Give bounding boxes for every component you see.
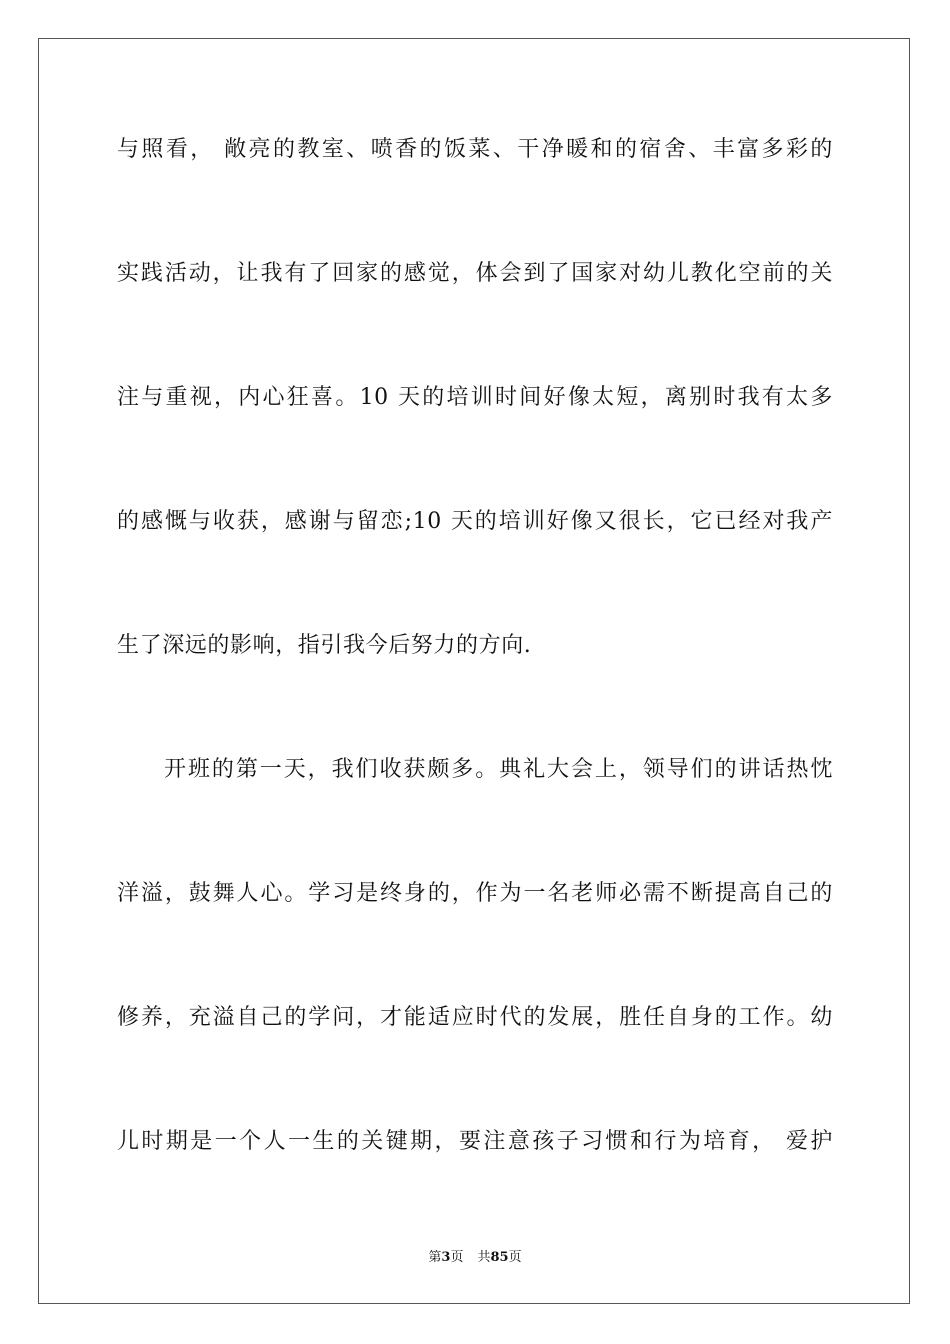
footer-page-number: 3: [441, 1250, 451, 1265]
body-line-2: 实践活动，让我有了回家的感觉，体会到了国家对幼儿教化空前的关: [117, 261, 833, 286]
page-frame: [38, 38, 910, 1304]
body-line-1: 与照看， 敞亮的教室、喷香的饭菜、干净暖和的宿舍、丰富多彩的: [117, 137, 833, 162]
footer-total-prefix: 共: [477, 1250, 491, 1265]
footer-page-suffix: 页: [450, 1250, 464, 1265]
body-line-4: 的感慨与收获，感谢与留恋;10 天的培训好像又很长，它已经对我产: [117, 509, 833, 534]
body-line-8: 修养，充溢自己的学问，才能适应时代的发展，胜任自身的工作。幼: [117, 1005, 833, 1030]
body-line-3: 注与重视，内心狂喜。10 天的培训时间好像太短，离别时我有太多: [117, 385, 833, 410]
body-line-6: 开班的第一天，我们收获颇多。典礼大会上，领导们的讲话热忱: [164, 757, 833, 782]
page-footer: [0, 1246, 950, 1265]
footer-total-suffix: 页: [508, 1250, 522, 1265]
body-line-9: 儿时期是一个人一生的关键期，要注意孩子习惯和行为培育， 爱护: [117, 1129, 833, 1154]
footer-total-pages: 85: [490, 1250, 509, 1265]
body-line-5: 生了深远的影响，指引我今后努力的方向.: [117, 633, 532, 658]
footer-page-prefix: 第: [428, 1250, 442, 1265]
body-line-7: 洋溢，鼓舞人心。学习是终身的，作为一名老师必需不断提高自己的: [117, 881, 833, 906]
